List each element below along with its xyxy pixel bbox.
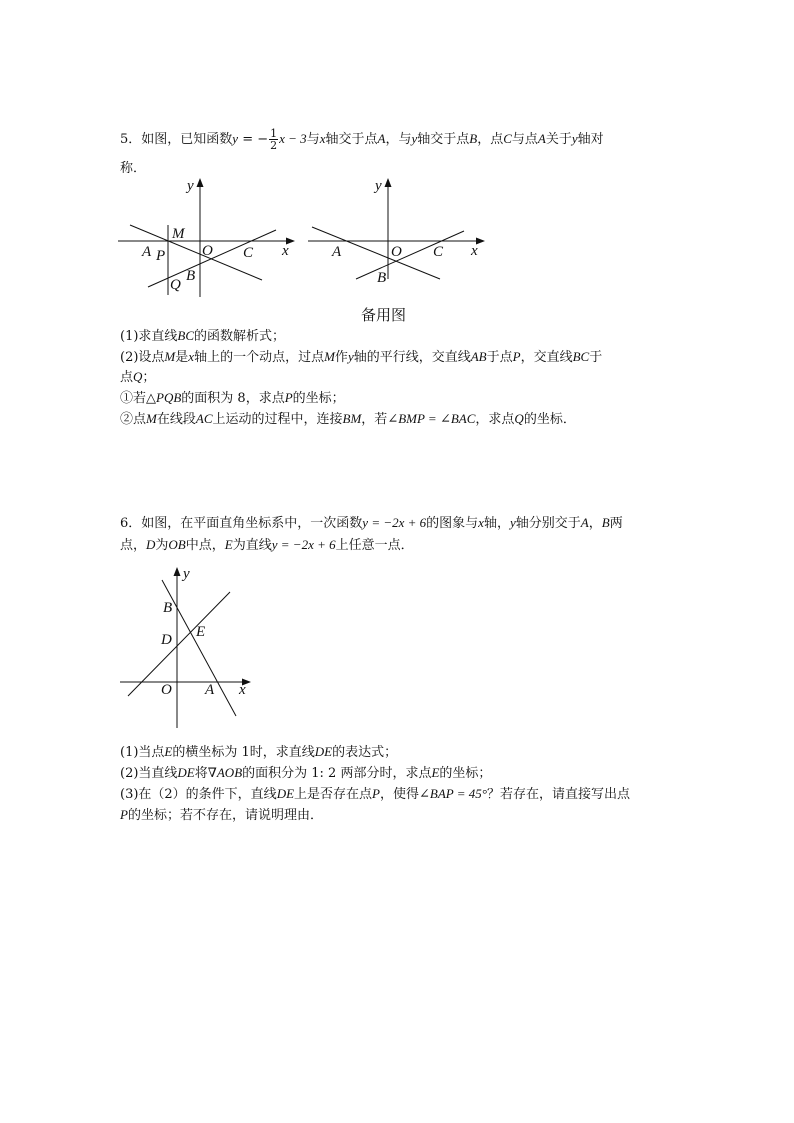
q5-part1: (1)求直线BC的函数解析式； xyxy=(120,328,286,344)
label-B: B xyxy=(186,268,196,284)
y-axis-arrow xyxy=(197,178,204,187)
label-B: B xyxy=(377,270,387,286)
q5-sub2: ②点M在线段AC上运动的过程中，连接BM，若∠BMP = ∠BAC，求点Q的坐标． xyxy=(120,411,576,427)
q5-part2: (2)设点M是x轴上的一个动点，过点M作y轴的平行线，交直线AB于点P，交直线BC于 xyxy=(120,349,603,365)
fraction: $\frac{1}{2}$ xyxy=(270,127,278,152)
label-y: y xyxy=(375,178,382,194)
q6-part1: (1)当点E的横坐标为 1时，求直线DE的表达式； xyxy=(120,744,398,760)
label-O: O xyxy=(202,243,213,259)
q6-number: 6． xyxy=(120,516,142,531)
label-A: A xyxy=(332,244,342,260)
label-y: y xyxy=(187,178,194,194)
label-M: M xyxy=(172,226,185,242)
backup-figure-caption: 备用图 xyxy=(361,306,407,324)
label-y: y xyxy=(183,566,190,582)
label-O: O xyxy=(161,682,172,698)
label-B: B xyxy=(163,600,173,616)
label-O: O xyxy=(391,244,402,260)
label-x: x xyxy=(239,682,246,698)
label-E: E xyxy=(196,624,206,640)
label-A: A xyxy=(142,244,152,260)
q5-number: 5． xyxy=(120,132,142,147)
q6-part2: (2)当直线DE将∇AOB的面积分为 1: 2 两部分时，求点E的坐标； xyxy=(120,765,492,781)
q6-figure xyxy=(118,562,258,734)
q5-sub1: ①若△PQB的面积为 8，求点P的坐标； xyxy=(120,390,345,406)
label-A: A xyxy=(205,682,215,698)
label-C: C xyxy=(433,244,444,260)
line-bc xyxy=(356,231,464,279)
q5-part2-cont: 点Q； xyxy=(120,369,156,385)
q6-stem-line1: 6．如图，在平面直角坐标系中，一次函数y = −2x + 6的图象与x轴，y轴分别交于A，B两 xyxy=(120,515,623,531)
q5-stem-line1: 5．如图，已知函数y = − $\frac{1}{2}$ x − 3与x轴交于点A，与y轴交于点B，点C与点A关于y轴对 xyxy=(120,127,604,152)
label-x: x xyxy=(471,243,478,259)
q6-part3-cont: P的坐标；若不存在，请说明理由． xyxy=(120,807,323,823)
label-Q: Q xyxy=(170,277,181,293)
label-P: P xyxy=(156,248,166,264)
line-de xyxy=(128,592,230,696)
label-C: C xyxy=(243,245,254,261)
label-x: x xyxy=(282,243,289,259)
y-axis-arrow xyxy=(174,567,181,576)
line-ab xyxy=(162,580,236,716)
label-D: D xyxy=(161,632,172,648)
q5-stem-line2: 称． xyxy=(120,161,147,176)
y-axis-arrow xyxy=(385,178,392,187)
q5-figure-backup xyxy=(308,175,488,286)
q5-figure-main xyxy=(118,175,298,300)
q6-part3: (3)在（2）的条件下，直线DE上是否存在点P，使得∠BAP = 45°？若存在，请直接写出点 xyxy=(120,786,630,802)
q6-stem-line2: 点，D为OB中点，E为直线y = −2x + 6上任意一点． xyxy=(120,537,414,553)
